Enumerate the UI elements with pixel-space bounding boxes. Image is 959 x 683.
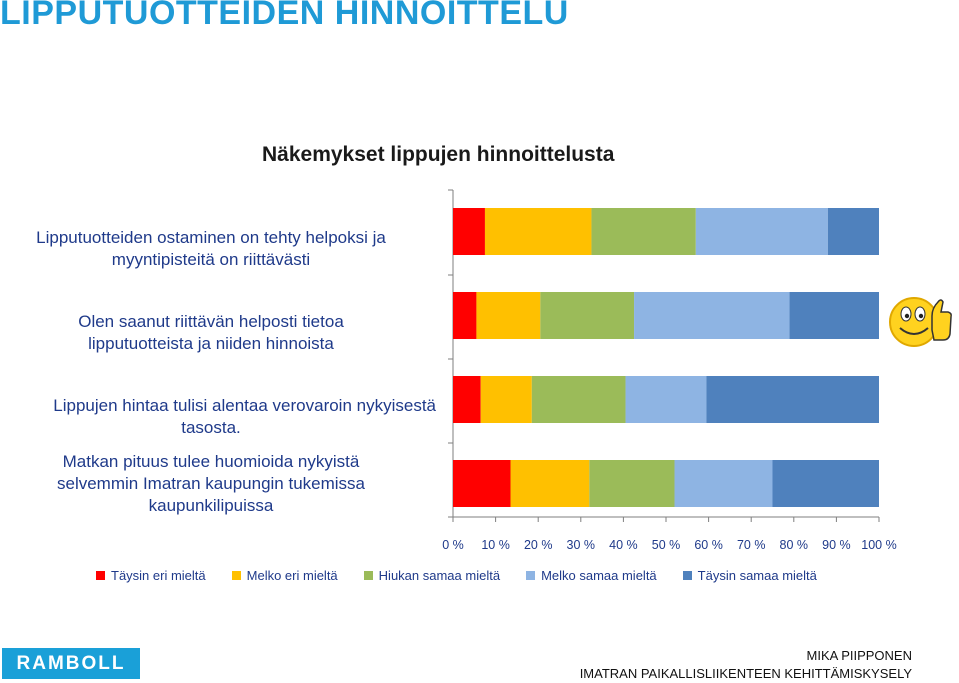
page-title: LIPPUTUOTTEIDEN HINNOITTELU	[0, 0, 569, 32]
category-label: kaupunkilipuissa	[148, 496, 274, 515]
category-label: Lipputuotteiden ostaminen on tehty helpoksi ja	[36, 228, 386, 247]
x-tick-label: 10 %	[481, 538, 510, 552]
legend-swatch	[364, 571, 373, 580]
x-tick-label: 40 %	[609, 538, 638, 552]
bar-segment	[453, 208, 485, 255]
legend-swatch	[683, 571, 692, 580]
legend-label: Täysin eri mieltä	[111, 568, 206, 583]
legend-item	[526, 568, 657, 583]
bar-segment	[476, 292, 540, 339]
bar-segment	[591, 208, 695, 255]
category-label: Olen saanut riittävän helposti tietoa	[78, 312, 344, 331]
x-tick-label: 70 %	[736, 538, 766, 552]
bar-segment	[453, 292, 476, 339]
bar-segment	[773, 460, 880, 507]
x-tick-label: 80 %	[779, 538, 809, 552]
bar-segment	[540, 292, 634, 339]
category-label: tasosta.	[181, 418, 241, 437]
footer-project: IMATRAN PAIKALLISLIIKENTEEN KEHITTÄMISKYSELY	[579, 666, 912, 681]
footer-author: MIKA PIIPPONEN	[806, 648, 912, 663]
legend-item	[96, 568, 206, 583]
bar-segment	[706, 376, 879, 423]
bar-segment	[696, 208, 828, 255]
legend-label: Täysin samaa mieltä	[697, 568, 817, 583]
legend-swatch	[526, 571, 535, 580]
bar-segment	[485, 208, 592, 255]
legend-label: Hiukan samaa mieltä	[378, 568, 501, 583]
category-label: lipputuotteista ja niiden hinnoista	[88, 334, 334, 353]
x-tick-label: 100 %	[861, 538, 897, 552]
chart-legend	[96, 568, 843, 583]
legend-label: Melko eri mieltä	[246, 568, 338, 583]
category-label: myyntipisteitä on riittävästi	[111, 250, 311, 269]
legend-item	[232, 568, 338, 583]
category-label: Matkan pituus tulee huomioida nykyistä	[62, 452, 360, 471]
bar-segment	[626, 376, 707, 423]
bar-segment	[511, 460, 590, 507]
category-label: selvemmin Imatran kaupungin tukemissa	[56, 474, 366, 493]
x-tick-label: 30 %	[566, 538, 596, 552]
x-tick-label: 50 %	[651, 538, 681, 552]
x-tick-label: 0 %	[442, 538, 464, 552]
legend-swatch	[96, 571, 105, 580]
bar-segment	[453, 460, 511, 507]
bar-segment	[675, 460, 773, 507]
legend-item	[683, 568, 817, 583]
bar-segment	[532, 376, 626, 423]
chart-title: Näkemykset lippujen hinnoittelusta	[262, 143, 615, 166]
legend-item	[364, 568, 500, 583]
bar-segment	[481, 376, 532, 423]
ramboll-logo: RAMBOLL	[2, 648, 140, 679]
category-label: Lippujen hintaa tulisi alentaa verovaroin nykyisestä	[53, 396, 436, 415]
legend-label: Melko samaa mieltä	[541, 568, 657, 583]
x-tick-label: 90 %	[822, 538, 851, 552]
thumbs-up-smiley-icon	[888, 290, 954, 350]
x-tick-label: 20 %	[523, 538, 553, 552]
bar-segment	[828, 208, 879, 255]
x-tick-label: 60 %	[694, 538, 723, 552]
bar-segment	[589, 460, 674, 507]
legend-swatch	[232, 571, 241, 580]
bar-segment	[634, 292, 789, 339]
bar-segment	[453, 376, 481, 423]
bar-segment	[790, 292, 879, 339]
